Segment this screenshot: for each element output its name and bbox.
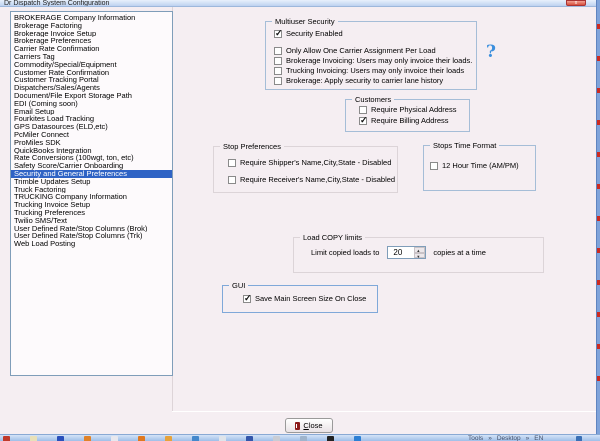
taskbar-app-icon[interactable] bbox=[192, 436, 199, 441]
taskbar-app-icon[interactable] bbox=[165, 436, 172, 441]
close-button[interactable] bbox=[285, 418, 333, 433]
config-category-item[interactable]: Security and General Preferences bbox=[11, 170, 172, 178]
config-category-item[interactable]: Brokerage Factoring bbox=[14, 21, 82, 30]
checkbox-12-hour-time[interactable] bbox=[430, 161, 519, 170]
taskbar-toolbar-tools[interactable]: Tools bbox=[468, 435, 484, 441]
taskbar-app-icon[interactable] bbox=[219, 436, 226, 441]
checkbox-icon bbox=[274, 57, 282, 65]
group-title: Multiuser Security bbox=[272, 18, 338, 26]
config-category-item[interactable]: Commodity/Special/Equipment bbox=[14, 60, 117, 69]
checkbox-carrier-lane-history[interactable] bbox=[274, 76, 443, 85]
checkbox-label: Save Main Screen Size On Close bbox=[255, 294, 367, 303]
config-category-item[interactable]: Dispatchers/Sales/Agents bbox=[14, 84, 100, 92]
config-category-item[interactable]: Rate Conversions (100wgt, ton, etc) bbox=[14, 154, 134, 163]
checkbox-icon bbox=[274, 67, 282, 75]
group-gui bbox=[222, 281, 378, 313]
copy-limit-stepper[interactable] bbox=[387, 246, 426, 259]
taskbar-app-icon[interactable] bbox=[30, 436, 37, 441]
window-title: Dr Dispatch System Configuration bbox=[4, 0, 110, 7]
copy-limit-value[interactable]: 20 bbox=[393, 248, 403, 257]
checkbox-icon bbox=[430, 162, 438, 170]
config-category-item[interactable]: Fourkites Load Tracking bbox=[14, 115, 95, 124]
config-category-item[interactable]: QuickBooks Integration bbox=[14, 146, 92, 155]
chevron-right-icon[interactable]: » bbox=[488, 435, 492, 441]
taskbar-app-icon[interactable] bbox=[138, 436, 145, 441]
group-title: Stops Time Format bbox=[430, 142, 499, 150]
copy-limit-suffix: copies at a time bbox=[433, 248, 486, 257]
taskbar-app-icon[interactable] bbox=[354, 436, 361, 441]
checkbox-icon bbox=[274, 47, 282, 55]
exit-door-icon bbox=[295, 422, 300, 430]
checkbox-icon bbox=[228, 176, 236, 184]
config-category-list[interactable] bbox=[10, 11, 173, 376]
checkbox-label: Require Physical Address bbox=[371, 105, 457, 114]
config-category-item[interactable]: PcMiler Connect bbox=[14, 130, 70, 139]
config-category-item[interactable]: Twilio SMS/Text bbox=[14, 216, 67, 225]
group-title: Stop Preferences bbox=[220, 143, 284, 151]
config-category-item[interactable]: Customer Rate Confirmation bbox=[14, 68, 110, 77]
checkbox-label: Only Allow One Carrier Assignment Per Load bbox=[286, 46, 436, 55]
group-title: GUI bbox=[229, 282, 248, 290]
checkbox-require-physical-address[interactable] bbox=[359, 105, 456, 114]
help-icon[interactable]: ? bbox=[486, 42, 496, 62]
taskbar-icon-strip bbox=[3, 436, 361, 441]
config-category-item[interactable]: Trucking Preferences bbox=[14, 208, 86, 217]
checkbox-label: 12 Hour Time (AM/PM) bbox=[442, 161, 519, 170]
checkbox-icon bbox=[274, 30, 282, 38]
taskbar-app-icon[interactable] bbox=[84, 436, 91, 441]
window-titlebar[interactable] bbox=[0, 0, 600, 7]
window-right-border bbox=[596, 0, 600, 434]
config-category-item[interactable]: Email Setup bbox=[14, 107, 55, 116]
config-category-item[interactable]: GPS Datasources (ELD,etc) bbox=[14, 123, 108, 131]
close-button-label: Close bbox=[303, 421, 323, 430]
group-title: Load COPY limits bbox=[300, 234, 365, 242]
config-category-item[interactable]: Web Load Posting bbox=[14, 240, 76, 248]
config-category-item[interactable]: User Defined Rate/Stop Columns (Trk) bbox=[14, 232, 143, 241]
config-category-item[interactable]: BROKERAGE Company Information bbox=[14, 14, 136, 22]
group-customers bbox=[345, 95, 470, 132]
footer-divider bbox=[172, 411, 596, 412]
config-category-item[interactable]: Trucking Invoice Setup bbox=[14, 201, 91, 209]
checkbox-label: Require Billing Address bbox=[371, 116, 449, 125]
taskbar-app-icon[interactable] bbox=[246, 436, 253, 441]
copy-limit-prefix: Limit copied loads to bbox=[311, 248, 380, 257]
config-category-item[interactable]: TRUCKING Company Information bbox=[14, 193, 127, 202]
taskbar-app-icon[interactable] bbox=[273, 436, 280, 441]
checkbox-brokerage-invoicing[interactable] bbox=[274, 56, 472, 65]
checkbox-icon bbox=[359, 117, 367, 125]
taskbar-toolbar-desktop[interactable]: Desktop bbox=[496, 435, 521, 441]
checkbox-security-enabled[interactable] bbox=[274, 29, 343, 38]
config-category-item[interactable]: Brokerage Preferences bbox=[14, 37, 92, 46]
config-category-item[interactable]: Document/File Export Storage Path bbox=[14, 91, 132, 100]
taskbar-app-icon[interactable] bbox=[300, 436, 307, 441]
group-stops-time-format bbox=[423, 141, 536, 191]
taskbar bbox=[0, 434, 600, 441]
checkbox-require-billing-address[interactable] bbox=[359, 116, 449, 125]
config-category-item[interactable]: Safety Score/Carrier Onboarding bbox=[14, 162, 124, 170]
taskbar-app-icon[interactable] bbox=[111, 436, 118, 441]
checkbox-label: Require Receiver's Name,City,State - Disabled bbox=[240, 175, 396, 184]
config-category-item[interactable]: ProMiles SDK bbox=[14, 138, 61, 147]
config-category-item[interactable]: EDI (Coming soon) bbox=[14, 99, 78, 108]
taskbar-app-icon[interactable] bbox=[3, 436, 10, 441]
taskbar-language-indicator[interactable]: EN bbox=[534, 435, 544, 441]
checkbox-label: Brokerage: Apply security to carrier lane history bbox=[286, 76, 444, 85]
checkbox-one-carrier-assignment[interactable] bbox=[274, 46, 436, 55]
group-multiuser-security bbox=[265, 17, 477, 90]
checkbox-label: Security Enabled bbox=[286, 29, 343, 38]
taskbar-app-icon[interactable] bbox=[57, 436, 64, 441]
chevron-right-icon[interactable]: » bbox=[525, 435, 530, 441]
taskbar-toolbars bbox=[468, 435, 543, 441]
copy-limit-row bbox=[311, 246, 486, 259]
checkbox-icon bbox=[274, 77, 282, 85]
config-category-item[interactable]: Customer Tracking Portal bbox=[14, 76, 99, 85]
checkbox-label: Brokerage Invoicing: Users may only invoice their loads. bbox=[286, 56, 473, 65]
checkbox-label: Require Shipper's Name,City,State - Disabled bbox=[240, 158, 392, 167]
config-category-item[interactable]: Trimble Updates Setup bbox=[14, 177, 91, 186]
config-category-item[interactable]: Truck Factoring bbox=[14, 185, 66, 194]
taskbar-app-icon[interactable] bbox=[327, 436, 334, 441]
group-stop-preferences bbox=[213, 142, 398, 193]
stepper-buttons bbox=[414, 247, 425, 258]
stepper-down-icon[interactable] bbox=[414, 253, 425, 259]
config-category-item[interactable]: User Defined Rate/Stop Columns (Brok) bbox=[14, 224, 148, 233]
taskbar-tray-icon[interactable] bbox=[576, 436, 582, 441]
config-category-item[interactable]: Carriers Tag bbox=[14, 52, 55, 61]
checkbox-icon bbox=[359, 106, 367, 114]
window-close-icon[interactable]: x bbox=[566, 0, 586, 6]
config-category-item[interactable]: Brokerage Invoice Setup bbox=[14, 29, 97, 38]
checkbox-require-receiver-name[interactable] bbox=[228, 175, 395, 184]
checkbox-icon bbox=[228, 159, 236, 167]
config-category-item[interactable]: Carrier Rate Confirmation bbox=[14, 45, 100, 53]
checkbox-icon bbox=[243, 295, 251, 303]
checkbox-save-main-screen-size[interactable] bbox=[243, 294, 366, 303]
checkbox-trucking-invoicing[interactable] bbox=[274, 66, 464, 75]
checkbox-require-shipper-name[interactable] bbox=[228, 158, 391, 167]
checkbox-label: Trucking Invoicing: Users may only invoice their loads bbox=[286, 66, 465, 75]
group-title: Customers bbox=[352, 96, 394, 104]
